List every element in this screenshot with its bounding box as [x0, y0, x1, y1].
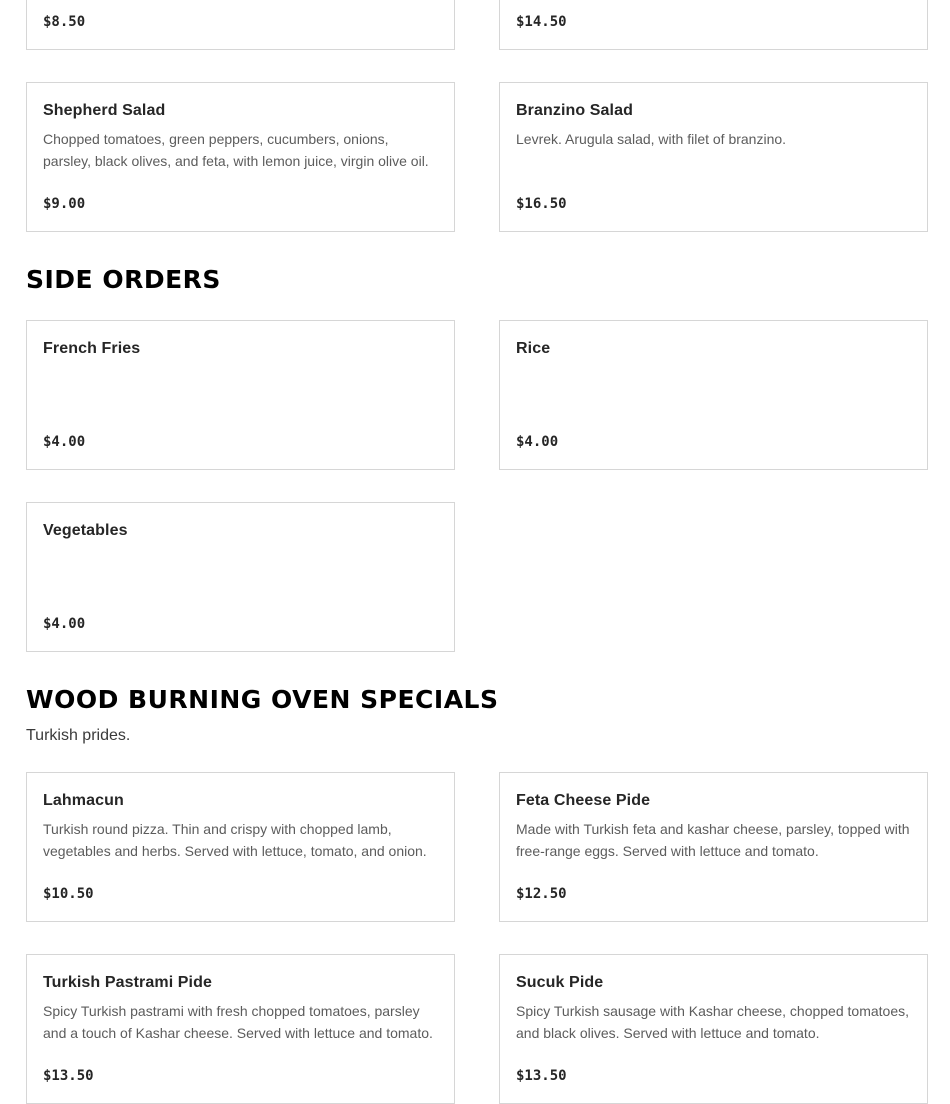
item-description: Turkish round pizza. Thin and crispy with chopped lamb, vegetables and herbs. Served with lettuce, tomato, and onion.: [43, 821, 427, 859]
item-description: Spicy Turkish sausage with Kashar cheese, chopped tomatoes, and black olives. Served with lettuce and tomato.: [516, 1003, 909, 1041]
item-price: $12.50: [516, 886, 567, 902]
item-name: Sucuk Pide: [516, 974, 604, 991]
item-price: $4.00: [43, 616, 86, 632]
menu-item-card[interactable]: [26, 82, 455, 232]
item-price: $9.00: [43, 196, 86, 212]
item-price: $14.50: [516, 14, 567, 30]
item-name: Feta Cheese Pide: [516, 792, 651, 809]
item-name: Shepherd Salad: [43, 102, 166, 119]
item-price: $4.00: [43, 434, 86, 450]
menu-item-card[interactable]: [499, 320, 928, 470]
item-description: Levrek. Arugula salad, with filet of branzino.: [516, 131, 787, 147]
section-subtitle: Turkish prides.: [26, 727, 131, 744]
item-name: Branzino Salad: [516, 102, 633, 119]
item-price: $10.50: [43, 886, 94, 902]
menu-item-card[interactable]: [26, 954, 455, 1104]
item-description: Spicy Turkish pastrami with fresh chopped tomatoes, parsley and a touch of Kashar cheese. Served with lettuce and tomato.: [43, 1003, 433, 1041]
item-name: Lahmacun: [43, 792, 124, 809]
item-price: $13.50: [43, 1068, 94, 1084]
menu-item-card[interactable]: [26, 320, 455, 470]
item-price: $16.50: [516, 196, 567, 212]
item-price: $8.50: [43, 14, 86, 30]
section-title-side-orders: SIDE ORDERS: [26, 265, 221, 294]
menu-item-card[interactable]: [499, 772, 928, 922]
item-price: $4.00: [516, 434, 559, 450]
item-description: Chopped tomatoes, green peppers, cucumbers, onions, parsley, black olives, and feta, with lemon juice, virgin olive oil.: [43, 131, 429, 169]
item-name: Rice: [516, 340, 551, 357]
item-name: Vegetables: [43, 522, 128, 539]
item-description: Made with Turkish feta and kashar cheese, parsley, topped with free-range eggs. Served with lettuce and tomato.: [516, 821, 910, 859]
item-price: $13.50: [516, 1068, 567, 1084]
menu-item-card[interactable]: [499, 82, 928, 232]
item-name: Turkish Pastrami Pide: [43, 974, 212, 991]
menu-item-card[interactable]: [26, 502, 455, 652]
menu-item-card[interactable]: [499, 0, 928, 50]
section-title-wood-oven: WOOD BURNING OVEN SPECIALS: [26, 685, 499, 714]
menu-item-card[interactable]: [499, 954, 928, 1104]
menu-item-card[interactable]: [26, 0, 455, 50]
item-name: French Fries: [43, 340, 141, 357]
menu-item-card[interactable]: [26, 772, 455, 922]
